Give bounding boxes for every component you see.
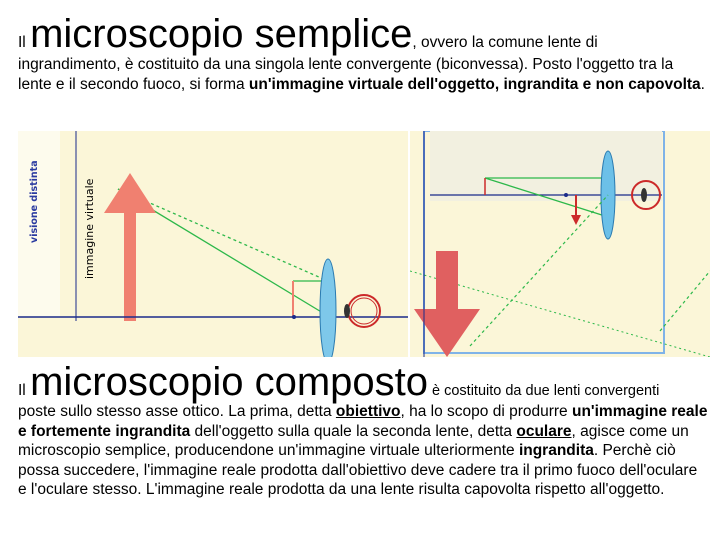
title-main: microscopio semplice [30, 12, 413, 56]
section2-paragraph [18, 402, 708, 500]
eye-pupil-2 [641, 188, 647, 202]
real-image-shaft [436, 251, 458, 309]
p2-text-d: , agisce come un microscopio semplice, producendone un'immagine virtuale ulteriormente [18, 422, 689, 460]
label-immagine-virtuale: immagine virtuale [83, 178, 96, 279]
title-rest: , ovvero la comune lente di [412, 34, 598, 51]
focus-point-2 [564, 193, 568, 197]
lens [320, 259, 336, 357]
title2-rest: è costituito da due lenti convergenti [428, 383, 660, 399]
term-obiettivo: obiettivo [335, 403, 401, 420]
p2-text-b: , ha lo scopo di produrre [400, 403, 572, 420]
p2-text-c: dell'oggetto sulla quale la seconda lente, detta [190, 422, 517, 440]
title2-prefix: Il [18, 382, 26, 399]
p2-bold-2: ingrandita [518, 442, 594, 460]
term-oculare: oculare [516, 422, 572, 440]
figure-simple-microscope [18, 131, 408, 357]
section1-title [18, 14, 708, 54]
label-visione-distinta: visione distinta [29, 160, 40, 243]
p2-text-a: poste sullo stesso asse ottico. La prima, detta [18, 403, 336, 420]
section1-paragraph [18, 55, 708, 94]
eye-pupil [344, 304, 350, 318]
para-bold: un'immagine virtuale dell'oggetto, ingrandita e non capovolta [248, 75, 701, 93]
para-text: ingrandimento, è costituito da una singola lente convergente (biconvessa). Posto l'oggetto tra la lente e il secondo fuoco, si forma [18, 56, 674, 93]
title-prefix: Il [18, 34, 26, 51]
virtual-image-shaft [124, 211, 136, 321]
p2-text-e: . Perchè ciò possa succedere, l'immagine reale prodotta dall'obiettivo deve cadere tra il primo fuoco dell'oculare e l'oculare stesso. L'immagine reale prodotta da una lente risulta capovolta rispetto all'oggetto. [18, 442, 698, 499]
focus-point [292, 315, 296, 319]
figure-compound-microscope [410, 131, 710, 357]
title2-main: microscopio composto [30, 360, 428, 404]
para-end: . [700, 75, 705, 93]
p2-bold-1: un'immagine reale e fortemente ingrandita [18, 403, 708, 440]
section2-title [18, 362, 708, 402]
inset-background [430, 131, 662, 201]
